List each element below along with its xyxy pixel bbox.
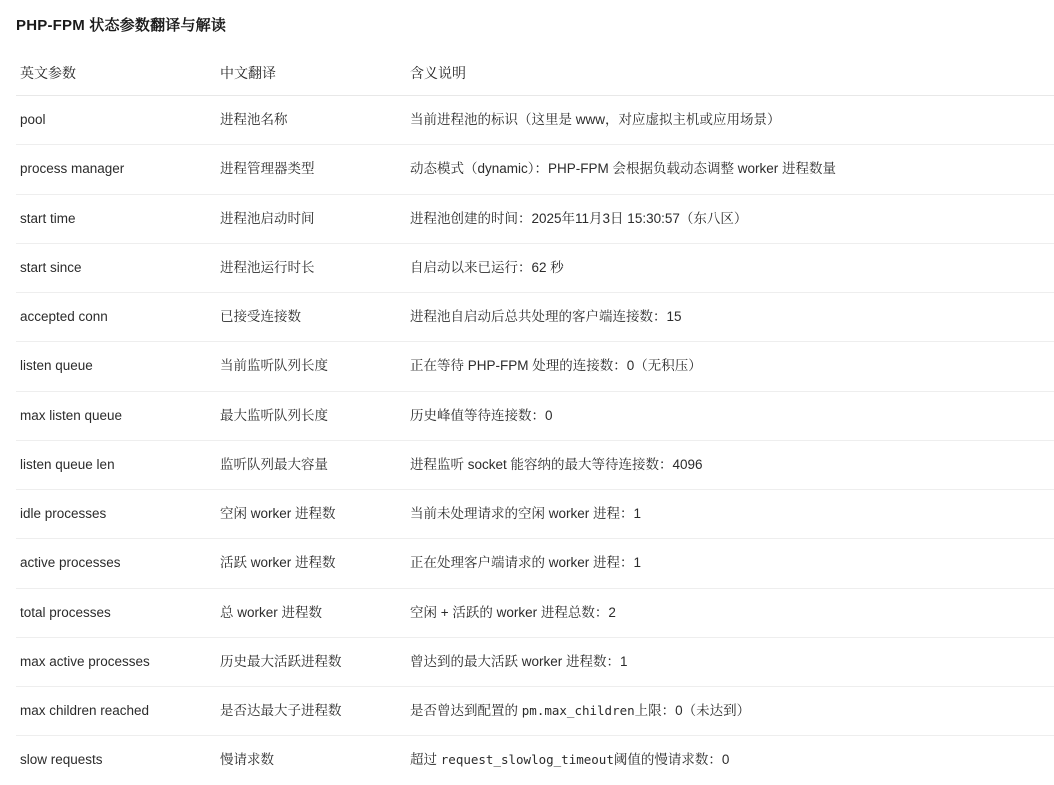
table-body [16, 96, 1054, 785]
page-title: PHP-FPM 状态参数翻译与解读 [16, 17, 227, 34]
cell-description: 曾达到的最大活跃 worker 进程数：1 [406, 637, 1054, 686]
cell-translation: 当前监听队列长度 [216, 342, 406, 391]
table-row [16, 96, 1054, 145]
cell-description: 空闲 + 活跃的 worker 进程总数：2 [406, 588, 1054, 637]
cell-param: accepted conn [16, 293, 216, 342]
cell-param: total processes [16, 588, 216, 637]
table-row [16, 588, 1054, 637]
cell-translation: 慢请求数 [220, 752, 274, 768]
cell-description: 是否曾达到配置的 pm.max_children上限：0（未达到） [406, 687, 1054, 736]
table-row [16, 736, 1054, 785]
cell-param: idle processes [16, 490, 216, 539]
table-row [16, 243, 1054, 292]
cell-description: 正在等待 PHP-FPM 处理的连接数：0（无积压） [406, 342, 1054, 391]
cell-description: 当前未处理请求的空闲 worker 进程：1 [406, 490, 1054, 539]
column-header-description: 含义说明 [406, 53, 1054, 96]
cell-param: process manager [16, 145, 216, 194]
cell-description: 进程池自启动后总共处理的客户端连接数：15 [406, 293, 1054, 342]
cell-description: 超过 request_slowlog_timeout阈值的慢请求数：0 [410, 752, 730, 768]
cell-description: 动态模式（dynamic）：PHP-FPM 会根据负载动态调整 worker 进程数量 [406, 145, 1054, 194]
cell-description: 当前进程池的标识（这里是 www，对应虚拟主机或应用场景） [406, 96, 1054, 145]
table-header [16, 53, 1054, 96]
cell-translation: 是否达最大子进程数 [216, 687, 406, 736]
table-row [16, 194, 1054, 243]
cell-description: 自启动以来已运行：62 秒 [406, 243, 1054, 292]
table-header-row [16, 53, 1054, 96]
cell-param: listen queue len [16, 440, 216, 489]
cell-description: 进程池创建的时间：2025年11月3日 15:30:57（东八区） [406, 194, 1054, 243]
cell-param: slow requests [20, 752, 103, 768]
cell-description: 历史峰值等待连接数：0 [406, 391, 1054, 440]
cell-translation: 进程池启动时间 [216, 194, 406, 243]
cell-translation: 进程池运行时长 [216, 243, 406, 292]
cell-translation: 监听队列最大容量 [216, 440, 406, 489]
table-row [16, 490, 1054, 539]
cell-param: start since [16, 243, 216, 292]
cell-translation: 进程管理器类型 [216, 145, 406, 194]
table-row [16, 440, 1054, 489]
column-header-param: 英文参数 [16, 53, 216, 96]
cell-description: 进程监听 socket 能容纳的最大等待连接数：4096 [406, 440, 1054, 489]
cell-param: start time [16, 194, 216, 243]
column-header-translation: 中文翻译 [216, 53, 406, 96]
cell-param: max children reached [16, 687, 216, 736]
table-row [16, 145, 1054, 194]
cell-translation: 已接受连接数 [216, 293, 406, 342]
cell-param: max active processes [16, 637, 216, 686]
table-row [16, 391, 1054, 440]
php-fpm-status-table [16, 53, 1054, 785]
cell-param: active processes [16, 539, 216, 588]
cell-translation: 总 worker 进程数 [216, 588, 406, 637]
cell-translation: 进程池名称 [216, 96, 406, 145]
table-row [16, 637, 1054, 686]
cell-description: 正在处理客户端请求的 worker 进程：1 [406, 539, 1054, 588]
table-row [16, 687, 1054, 736]
cell-translation: 最大监听队列长度 [216, 391, 406, 440]
cell-translation: 历史最大活跃进程数 [216, 637, 406, 686]
cell-param: max listen queue [16, 391, 216, 440]
cell-param: listen queue [16, 342, 216, 391]
table-row [16, 539, 1054, 588]
cell-param: pool [16, 96, 216, 145]
cell-translation: 活跃 worker 进程数 [216, 539, 406, 588]
table-row [16, 293, 1054, 342]
cell-translation: 空闲 worker 进程数 [216, 490, 406, 539]
table-row [16, 342, 1054, 391]
